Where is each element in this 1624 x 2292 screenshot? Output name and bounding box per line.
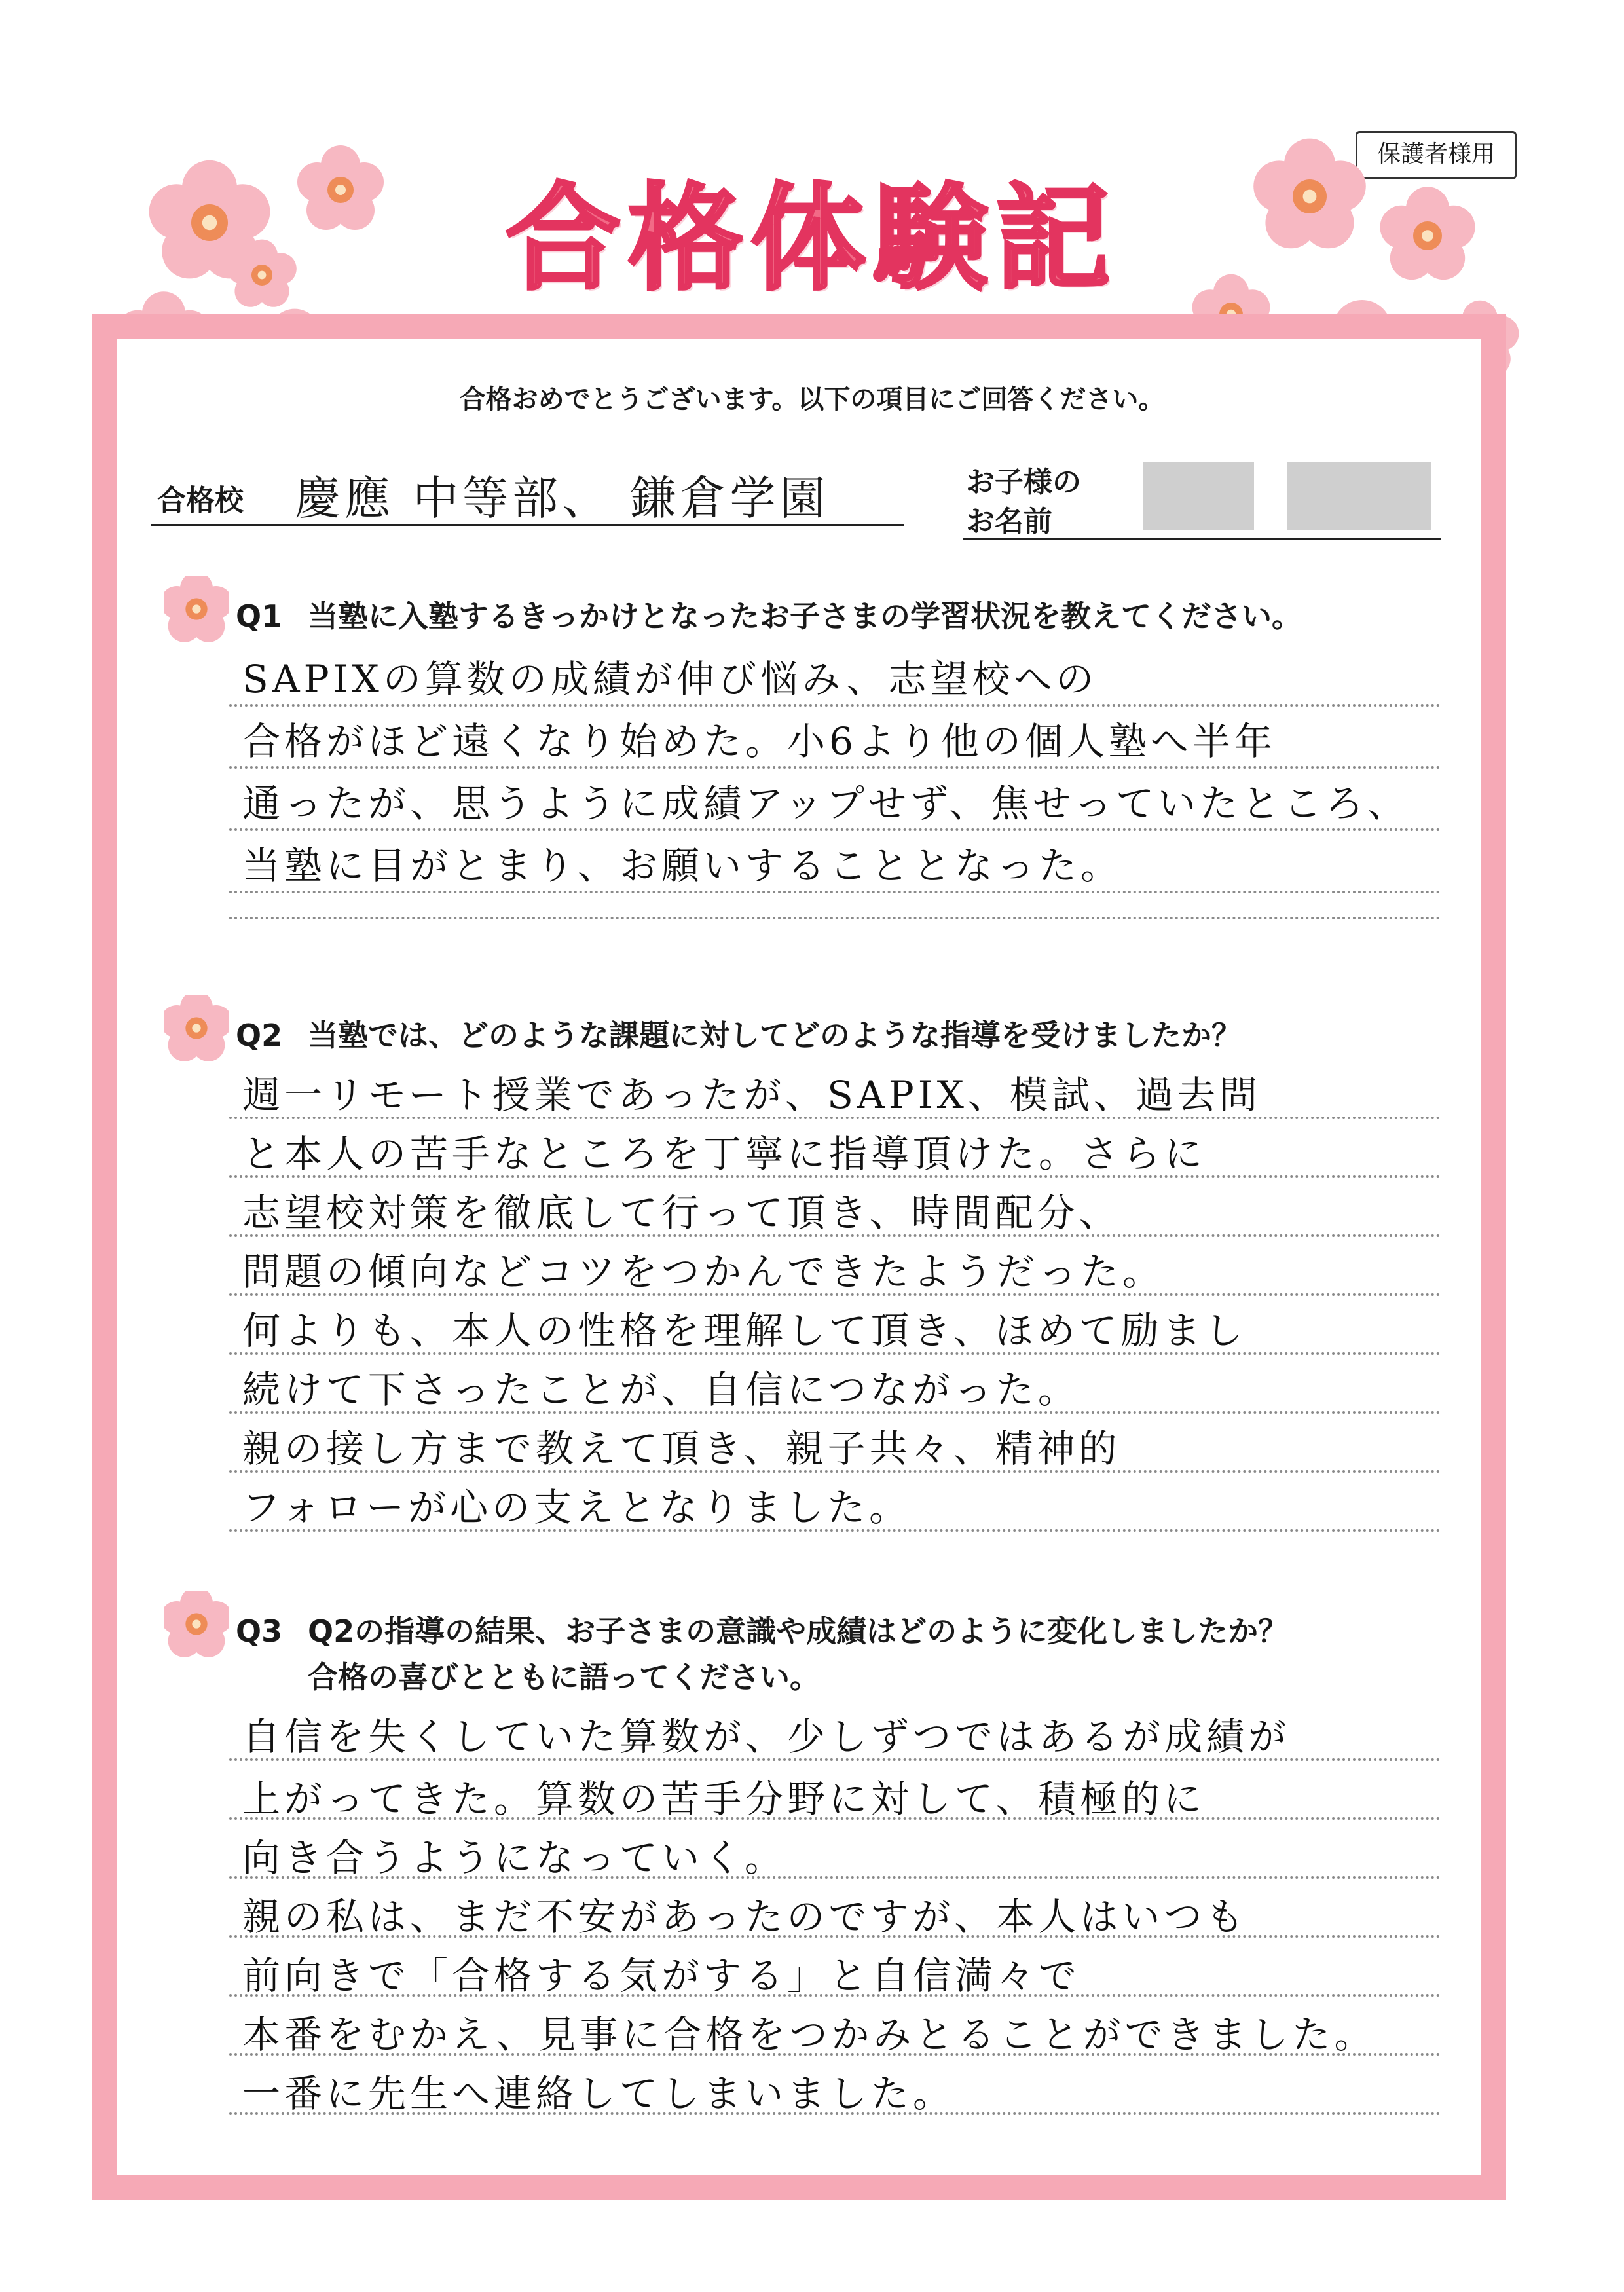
q1-number: Q1 — [236, 599, 283, 634]
q2-answer-line: フォローが心の支えとなりました。 — [242, 1485, 912, 1530]
greeting-text: 合格おめでとうございます。以下の項目にご回答ください。 — [459, 384, 1165, 415]
answer-rule — [229, 891, 1441, 893]
school-underline — [151, 524, 904, 526]
answer-rule — [229, 1529, 1441, 1532]
q3-answer-line: 一番に先生へ連絡してしまいました。 — [242, 2071, 955, 2116]
redacted-name-block — [1287, 462, 1431, 530]
answer-rule — [229, 1175, 1441, 1178]
child-name-label-2: お名前 — [966, 505, 1052, 538]
q3-text-line-2: 合格の喜びとともに語ってください。 — [308, 1659, 820, 1695]
answer-rule — [229, 704, 1441, 707]
q2-text: 当塾では、どのような課題に対してどのような指導を受けましたか？ — [308, 1018, 1242, 1053]
child-name-label-1: お子様の — [966, 466, 1081, 499]
q3-answer-line: 上がってきた。算数の苦手分野に対して、積極的に — [242, 1777, 1206, 1821]
q2-answer-line: 続けて下さったことが、自信につながった。 — [242, 1367, 1080, 1412]
answer-rule — [229, 1117, 1441, 1119]
q2-answer-line: と本人の苦手なところを丁寧に指導頂けた。さらに — [242, 1132, 1207, 1176]
page-title: 合格体験記 — [506, 172, 1118, 306]
q3-answer-line: 前向きで「合格する気がする」と自信満々で — [242, 1953, 1081, 1998]
answer-rule — [229, 1935, 1441, 1938]
q3-answer-line: 本番をむかえ、見事に合格をつかみとることができました。 — [242, 2012, 1376, 2057]
answer-rule — [229, 1352, 1441, 1355]
answer-rule — [229, 1411, 1441, 1414]
answer-rule — [229, 2112, 1441, 2115]
answer-rule — [229, 766, 1441, 769]
q2-answer-line: 何よりも、本人の性格を理解して頂き、ほめて励まし — [242, 1308, 1247, 1353]
q3-answer-line: 向き合うようになっていく。 — [242, 1836, 786, 1880]
audience-badge: 保護者様用 — [1356, 131, 1517, 179]
q2-answer-line: 問題の傾向などコツをつかんできたようだった。 — [242, 1249, 1165, 1294]
name-underline — [963, 538, 1441, 540]
q3-text: Q2の指導の結果、お子さまの意識や成績はどのように変化しましたか？ — [308, 1614, 1289, 1649]
answer-rule — [229, 1758, 1441, 1761]
answer-rule — [229, 1817, 1441, 1820]
question-flower-icon — [164, 1591, 229, 1657]
q3-answer-line: 親の私は、まだ不安があったのですが、本人はいつも — [242, 1895, 1248, 1939]
school-value: 慶應 中等部、 鎌倉学園 — [295, 471, 830, 525]
school-label: 合格校 — [157, 484, 244, 517]
answer-rule — [229, 1234, 1441, 1237]
answer-rule — [229, 1994, 1441, 1997]
answer-rule — [229, 828, 1441, 831]
q2-heading — [236, 1012, 1242, 1055]
answer-rule — [229, 1876, 1441, 1879]
q3-heading — [236, 1608, 1288, 1651]
q2-number: Q2 — [236, 1018, 283, 1053]
q3-number: Q3 — [236, 1614, 283, 1649]
redacted-name-block — [1143, 462, 1254, 530]
answer-rule — [229, 2053, 1441, 2056]
answer-rule — [229, 1293, 1441, 1296]
q1-answer-line: SAPIXの算数の成績が伸び悩み、志望校への — [242, 657, 1098, 701]
answer-rule — [229, 917, 1441, 919]
q1-text: 当塾に入塾するきっかけとなったお子さまの学習状況を教えてください。 — [308, 599, 1302, 634]
answer-rule — [229, 1470, 1441, 1473]
q1-answer-line: 当塾に目がとまり、お願いすることとなった。 — [242, 843, 1123, 888]
question-flower-icon — [164, 576, 229, 642]
q1-answer-line: 通ったが、思うように成績アップせず、焦せっていたところ、 — [242, 781, 1410, 826]
q3-answer-line: 自信を失くしていた算数が、少しずつではあるが成績が — [242, 1714, 1291, 1759]
q2-answer-line: 週一リモート授業であったが、SAPIX、模試、過去問 — [242, 1073, 1261, 1117]
q2-answer-line: 志望校対策を徹底して行って頂き、時間配分、 — [242, 1191, 1121, 1235]
question-flower-icon — [164, 995, 229, 1061]
q2-answer-line: 親の接し方まで教えて頂き、親子共々、精神的 — [242, 1426, 1121, 1471]
q1-heading — [236, 593, 1302, 636]
q1-answer-line: 合格がほど遠くなり始めた。小6より他の個人塾へ半年 — [242, 719, 1276, 764]
